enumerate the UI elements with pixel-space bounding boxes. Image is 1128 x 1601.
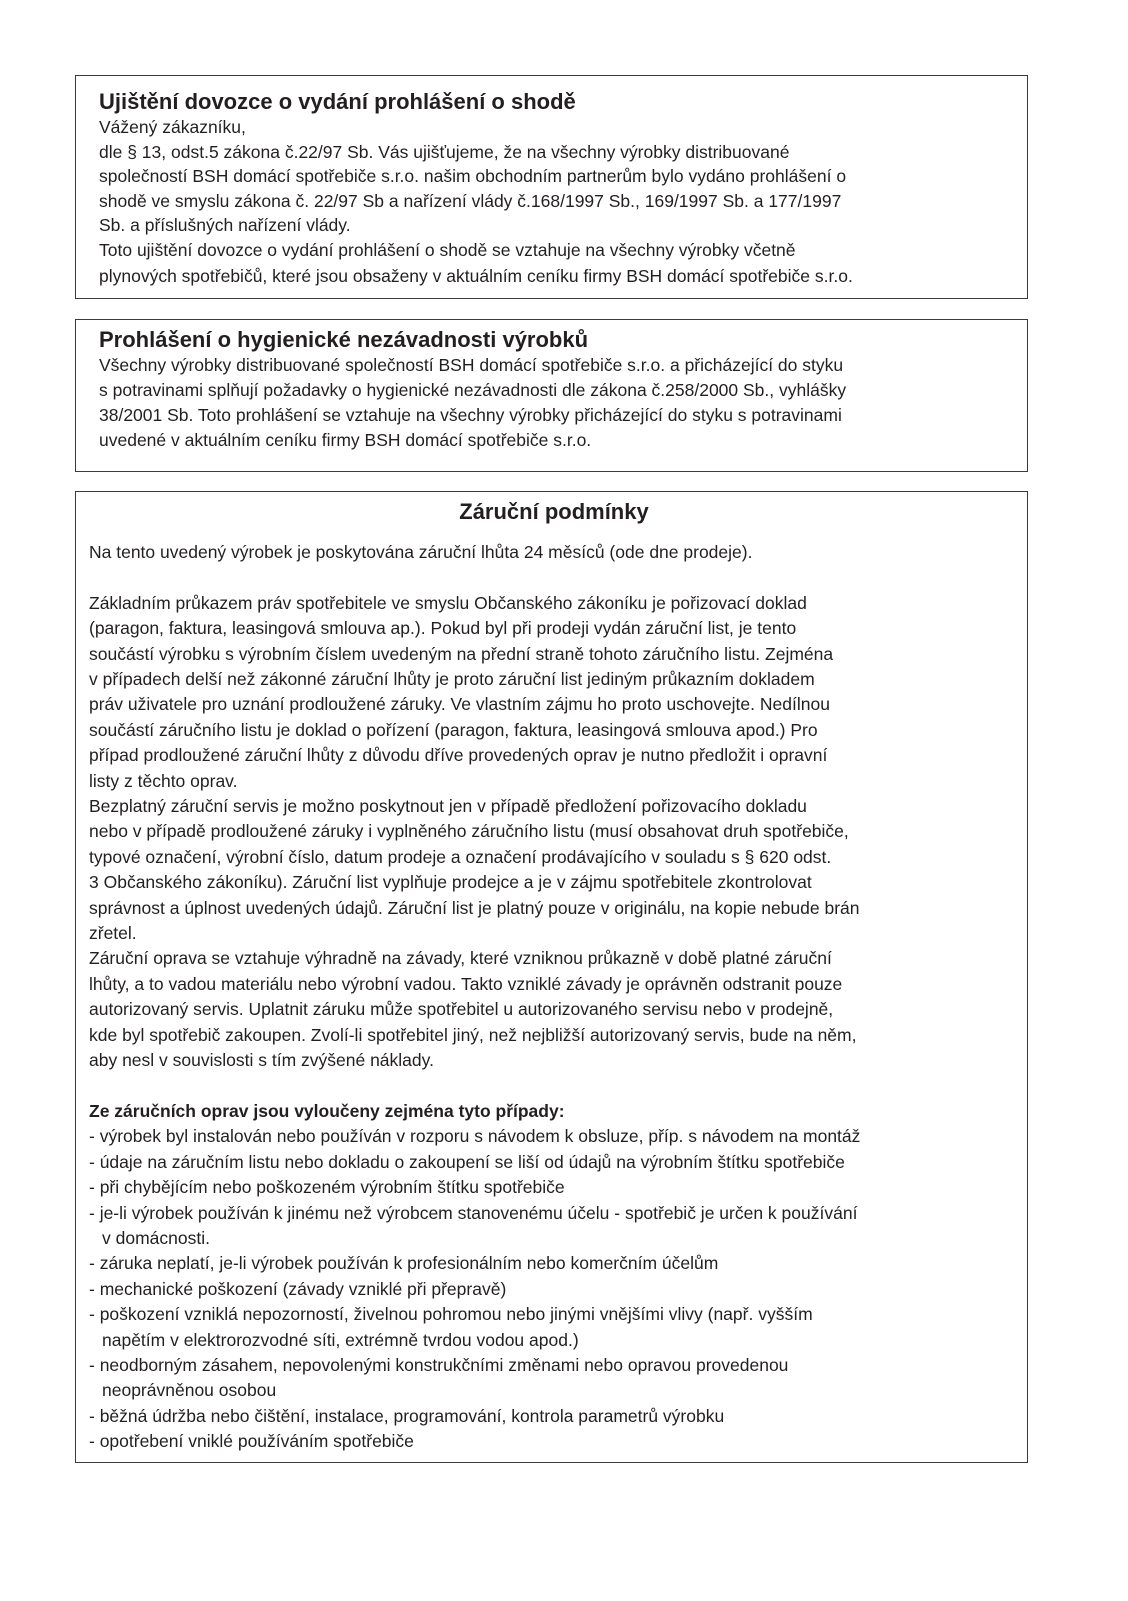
warranty-body-line: práv uživatele pro uznání prodloužené záruky. Ve vlastním zájmu ho proto uschovejte. Nedílnou [89,694,830,715]
importer-assurance-section [75,75,1028,299]
warranty-body-line: typové označení, výrobní číslo, datum prodeje a označení prodávajícího v souladu s § 620 odst. [89,846,832,867]
exclusion-item-continuation: napětím v elektrorozvodné síti, extrémně tvrdou vodou apod.) [102,1329,579,1350]
warranty-body-line: správnost a úplnost uvedených údajů. Záruční list je platný pouze v originálu, na kopie nebude brán [89,897,860,918]
importer-assurance-line: Vážený zákazníku, [99,117,246,137]
hygiene-declaration-line: s potravinami splňují požadavky o hygienické nezávadnosti dle zákona č.258/2000 Sb., vyhlášky [99,380,847,400]
warranty-body-line: součástí záručního listu je doklad o pořízení (paragon, faktura, leasingová smlouva apod.) Pro [89,719,818,740]
warranty-body-line: autorizovaný servis. Uplatnit záruku může spotřebitel u autorizovaného servisu nebo v prodejně, [89,999,834,1020]
warranty-body-line: zřetel. [89,923,137,944]
importer-assurance-line: Toto ujištění dovozce o vydání prohlášení o shodě se vztahuje na všechny výrobky včetně [99,239,796,260]
exclusion-item-continuation: v domácnosti. [102,1227,210,1248]
exclusions-heading: Ze záručních oprav jsou vyloučeny zejména tyto případy: [89,1100,565,1121]
importer-assurance-line: společností BSH domácí spotřebiče s.r.o. našim obchodním partnerům bylo vydáno prohlášení o [99,166,847,186]
exclusion-item-continuation: neoprávněnou osobou [102,1380,277,1401]
exclusion-item: - opotřebení vniklé používáním spotřebiče [89,1431,414,1452]
exclusion-item: - mechanické poškození (závady vzniklé při přepravě) [89,1278,507,1299]
warranty-body-line: nebo v případě prodloužené záruky i vyplněného záručního listu (musí obsahovat druh spotřebiče, [89,821,849,842]
warranty-body-line: součástí výrobku s výrobním číslem uvedeným na přední straně tohoto záručního listu. Zejména [89,643,834,664]
importer-assurance-line: plynových spotřebičů, které jsou obsaženy v aktuálním ceníku firmy BSH domácí spotřebiče s.r.o. [99,266,853,286]
exclusion-item: - záruka neplatí, je-li výrobek používán k profesionálním nebo komerčním účelům [89,1253,719,1274]
hygiene-declaration-title: Prohlášení o hygienické nezávadnosti výrobků [99,327,589,352]
warranty-body [89,591,1019,1074]
warranty-body-line: případ prodloužené záruční lhůty z důvodu dříve provedených oprav je nutno předložit i opravní [89,745,828,766]
hygiene-declaration-line: 38/2001 Sb. Toto prohlášení se vztahuje na všechny výrobky přicházející do styku s potravinami [99,405,842,425]
hygiene-declaration-line: Všechny výrobky distribuované společností BSH domácí spotřebiče s.r.o. a přicházející do styku [99,355,844,375]
exclusion-item: - neodborným zásahem, nepovolenými konstrukčními změnami nebo opravou provedenou [89,1354,789,1375]
exclusion-item: - poškození vzniklá nepozorností, živelnou pohromou nebo jinými vnějšími vlivy (např. vyšším [89,1304,813,1325]
warranty-body-line: v případech delší než zákonné záruční lhůty je proto záruční list jediným průkazním dokladem [89,669,815,690]
exclusion-item: - údaje na záručním listu nebo dokladu o zakoupení se liší od údajů na výrobním štítku spotřebiče [89,1151,845,1172]
warranty-body-line: kde byl spotřebič zakoupen. Zvolí-li spotřebitel jiný, než nejbližší autorizovaný servis, bude na něm, [89,1024,857,1045]
warranty-conditions-section [75,491,1028,1463]
warranty-body-line: Záruční oprava se vztahuje výhradně na závady, které vzniknou průkazně v době platné záruční [89,948,832,969]
exclusion-item: - je-li výrobek používán k jinému než výrobcem stanovenému účelu - spotřebič je určen k používání [89,1202,858,1223]
warranty-body-line: aby nesl v souvislosti s tím zvýšené náklady. [89,1050,434,1071]
importer-assurance-line: dle § 13, odst.5 zákona č.22/97 Sb. Vás ujišťujeme, že na všechny výrobky distribuované [99,141,790,162]
exclusions-list [89,1124,1019,1454]
importer-assurance-line: shodě ve smyslu zákona č. 22/97 Sb a nařízení vlády č.168/1997 Sb., 169/1997 Sb. a 177/1997 [99,190,842,211]
exclusion-item: - běžná údržba nebo čištění, instalace, programování, kontrola parametrů výrobku [89,1405,725,1426]
hygiene-declaration-section [75,319,1028,472]
warranty-body-line: 3 Občanského zákoníku). Záruční list vyplňuje prodejce a je v zájmu spotřebitele zkontrolovat [89,872,812,893]
exclusion-item: - při chybějícím nebo poškozeném výrobním štítku spotřebiče [89,1177,565,1198]
warranty-intro: Na tento uvedený výrobek je poskytována záruční lhůta 24 měsíců (ode dne prodeje). [89,542,753,562]
warranty-title: Záruční podmínky [459,499,649,524]
warranty-body-line: listy z těchto oprav. [89,770,238,791]
importer-assurance-line: Sb. a příslušných nařízení vlády. [99,215,351,235]
warranty-body-line: lhůty, a to vadou materiálu nebo výrobní vadou. Takto vzniklé závady je oprávněn odstranit pouze [89,973,843,994]
hygiene-declaration-line: uvedené v aktuálním ceníku firmy BSH domácí spotřebiče s.r.o. [99,430,592,450]
importer-assurance-title: Ujištění dovozce o vydání prohlášení o shodě [99,89,576,114]
exclusion-item: - výrobek byl instalován nebo používán v rozporu s návodem k obsluze, příp. s návodem na montáž [89,1126,861,1147]
warranty-body-line: Základním průkazem práv spotřebitele ve smyslu Občanského zákoníku je pořizovací doklad [89,592,807,613]
warranty-body-line: Bezplatný záruční servis je možno poskytnout jen v případě předložení pořizovacího dokladu [89,796,807,817]
warranty-body-line: (paragon, faktura, leasingová smlouva ap.). Pokud byl při prodeji vydán záruční list, je tento [89,618,797,639]
